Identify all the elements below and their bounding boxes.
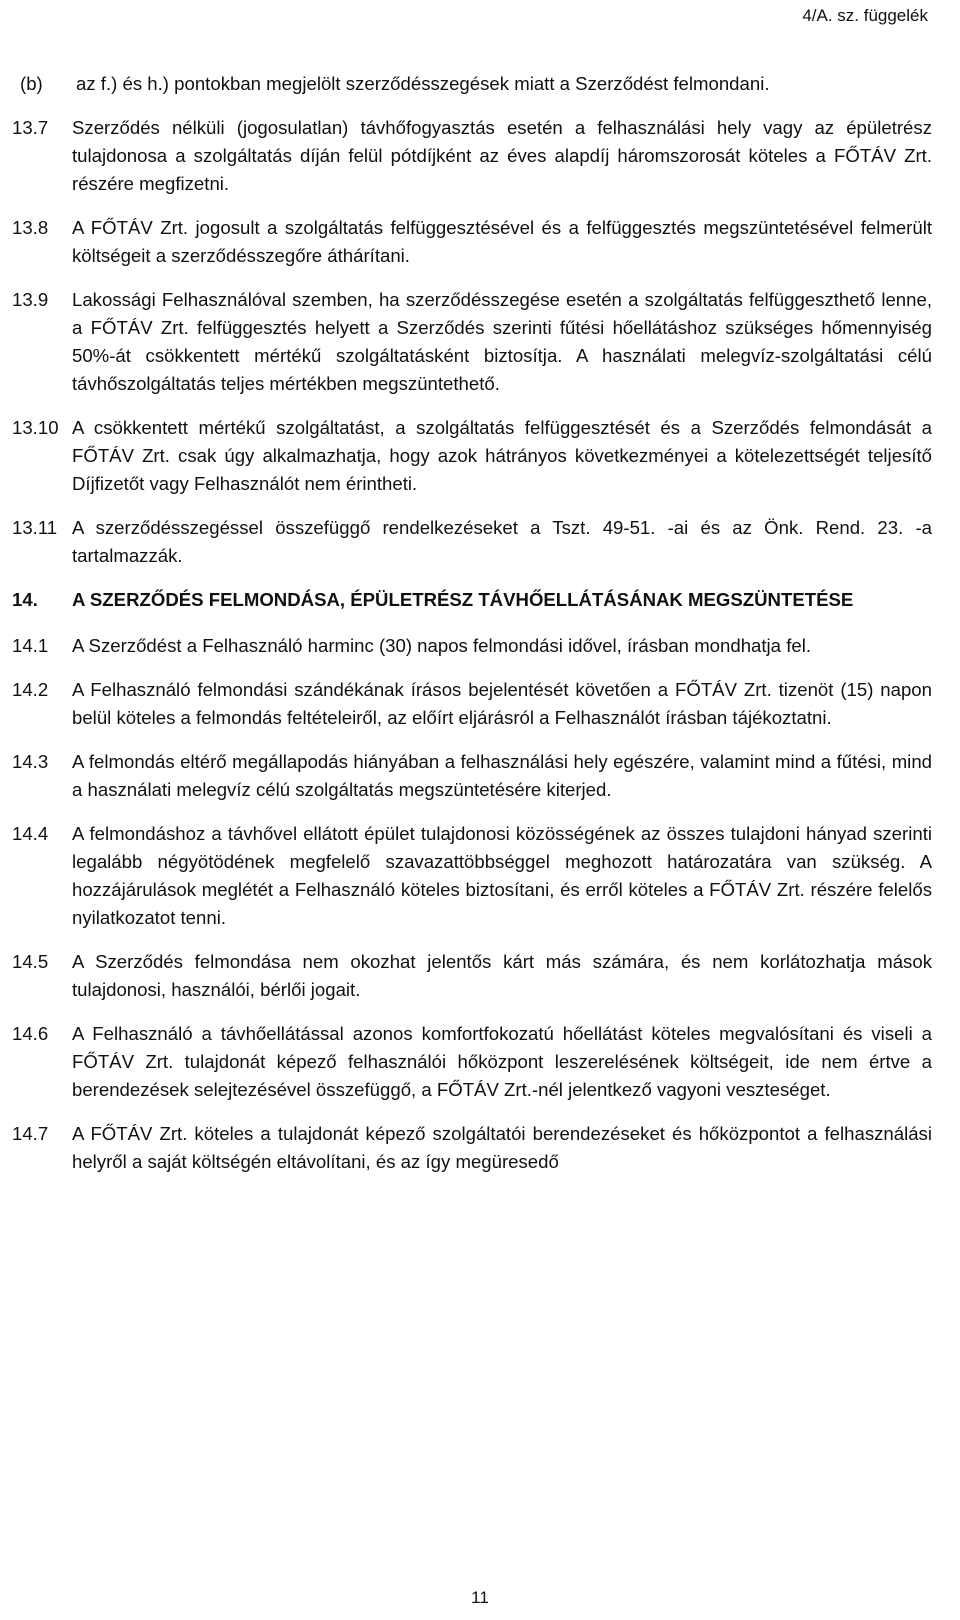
clause-number: 14.6	[12, 1023, 49, 1044]
clause-14-6	[12, 1020, 932, 1104]
clause-text: Lakossági Felhasználóval szemben, ha szerződésszegése esetén a szolgáltatás felfüggeszthető lenne, a FŐTÁV Zrt. felfüggesztés helyett a Szerződés szerinti fűtési hőellátáshoz szükséges hőmennyiség 50%-át csökkentett mértékű szolgáltatásként biztosítja. A használati melegvíz-szolgáltatási célú távhőszolgáltatás teljes mértékben megszüntethető.	[72, 289, 932, 394]
clause-text: A Szerződést a Felhasználó harminc (30) napos felmondási idővel, írásban mondhatja fel.	[72, 635, 811, 656]
clause-text: A szerződésszegéssel összefüggő rendelkezéseket a Tszt. 49-51. -ai és az Önk. Rend. 23. -a tartalmazzák.	[72, 517, 932, 566]
clause-number: 14.2	[12, 679, 49, 700]
clause-text: A FŐTÁV Zrt. köteles a tulajdonát képező szolgáltatói berendezéseket és hőközpontot a felhasználási helyről a saját költségén eltávolítani, és az így megüresedő	[72, 1123, 932, 1172]
section-title: A SZERZŐDÉS FELMONDÁSA, ÉPÜLETRÉSZ TÁVHŐELLÁTÁSÁNAK MEGSZÜNTETÉSE	[72, 589, 854, 610]
clause-text: A felmondáshoz a távhővel ellátott épület tulajdonosi közösségének az összes tulajdoni hányad szerinti legalább négyötödének megfelelő szavazattöbbséggel meghozott határozatára van szükség. A hozzájárulások meglétét a Felhasználó köteles biztosítani, és erről köteles a FŐTÁV Zrt. részére felelős nyilatkozatot tenni.	[72, 823, 932, 928]
section-number: 14.	[12, 589, 38, 610]
clause-number: (b)	[20, 73, 43, 94]
document-header-label: 4/A. sz. függelék	[802, 6, 928, 25]
clause-text: A Szerződés felmondása nem okozhat jelentős kárt más számára, és nem korlátozhatja mások tulajdonosi, használói, bérlői jogait.	[72, 951, 932, 1000]
clause-text: Szerződés nélküli (jogosulatlan) távhőfogyasztás esetén a felhasználási hely vagy az épületrész tulajdonosa a szolgáltatás díján felül pótdíjként az éves alapdíj háromszorosát köteles a FŐTÁV Zrt. részére megfizetni.	[72, 117, 932, 194]
clause-text: A csökkentett mértékű szolgáltatást, a szolgáltatás felfüggesztését és a Szerződés felmondását a FŐTÁV Zrt. csak úgy alkalmazhatja, hogy azok hátrányos következményei a kötelezettségét teljesítő Díjfizetőt vagy Felhasználót nem érintheti.	[72, 417, 932, 494]
clause-number: 13.10	[12, 417, 59, 438]
clause-13-9	[12, 286, 932, 398]
clause-14-7	[12, 1120, 932, 1176]
clause-number: 14.3	[12, 751, 49, 772]
document-body	[12, 70, 932, 1192]
clause-number: 13.8	[12, 217, 49, 238]
clause-13-7	[12, 114, 932, 198]
clause-number: 13.7	[12, 117, 49, 138]
clause-14-4	[12, 820, 932, 932]
clause-text: A FŐTÁV Zrt. jogosult a szolgáltatás felfüggesztésével és a felfüggesztés megszüntetésével felmerült költségeit a szerződésszegőre áthárítani.	[72, 217, 932, 266]
section-heading-14	[12, 586, 932, 614]
clause-13-8	[12, 214, 932, 270]
clause-number: 14.4	[12, 823, 49, 844]
clause-number: 14.1	[12, 635, 49, 656]
clause-text: A Felhasználó felmondási szándékának írásos bejelentését követően a FŐTÁV Zrt. tizenöt (15) napon belül köteles a felmondás feltételeiről, az előírt eljárásról a Felhasználót írásban tájékoztatni.	[72, 679, 932, 728]
clause-number: 14.5	[12, 951, 49, 972]
clause-number: 13.11	[12, 517, 58, 538]
page-number: 11	[471, 1588, 489, 1607]
clause-b	[12, 70, 932, 98]
clause-number: 14.7	[12, 1123, 49, 1144]
clause-text: A felmondás eltérő megállapodás hiányában a felhasználási hely egészére, valamint mind a fűtési, mind a használati melegvíz célú szolgáltatás megszüntetésére kiterjed.	[72, 751, 932, 800]
clause-text: A Felhasználó a távhőellátással azonos komfortfokozatú hőellátást köteles megvalósítani és viseli a FŐTÁV Zrt. tulajdonát képező felhasználói hőközpont leszerelésének költségeit, ide nem értve a berendezések selejtezésével összefüggő, a FŐTÁV Zrt.-nél jelentkező vagyoni veszteséget.	[72, 1023, 932, 1100]
clause-13-11	[12, 514, 932, 570]
clause-14-3	[12, 748, 932, 804]
clause-14-2	[12, 676, 932, 732]
clause-14-1	[12, 632, 932, 660]
clause-14-5	[12, 948, 932, 1004]
clause-13-10	[12, 414, 932, 498]
clause-text: az f.) és h.) pontokban megjelölt szerződésszegések miatt a Szerződést felmondani.	[76, 73, 770, 94]
clause-number: 13.9	[12, 289, 49, 310]
